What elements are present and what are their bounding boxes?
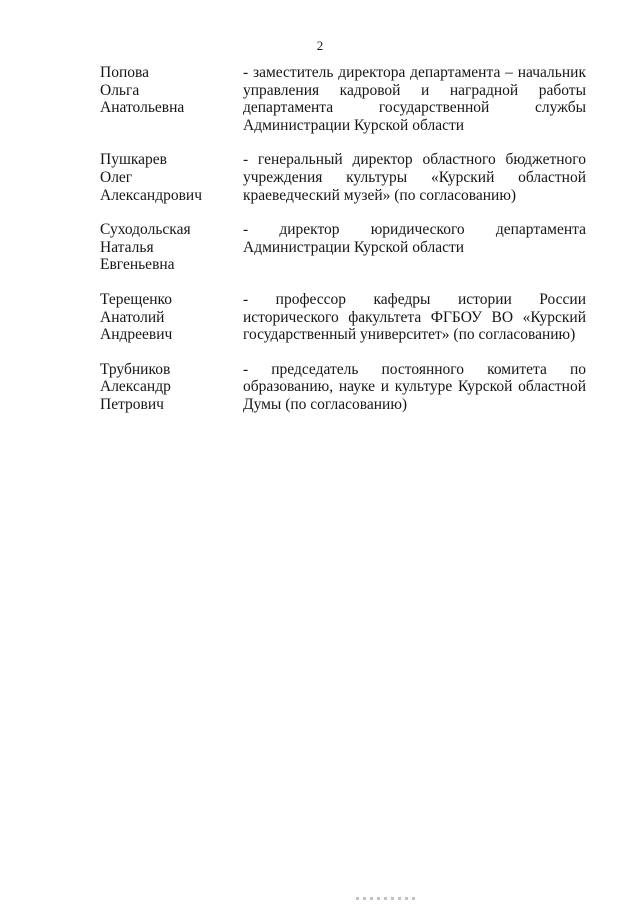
member-first-name: Анатолий [100, 308, 165, 326]
member-surname: Суходольская [100, 221, 191, 239]
member-entry [100, 64, 586, 134]
member-position: - председатель постоянного комитета по образованию, науке и культуре Курской областной Думы (по согласованию) [243, 360, 586, 413]
member-entry [100, 221, 586, 274]
member-name [100, 221, 243, 274]
member-patronymic: Петрович [100, 395, 164, 413]
member-position: - профессор кафедры истории России исторического факультета ФГБОУ ВО «Курский государственный университет» (по согласованию) [243, 290, 586, 344]
member-name [100, 64, 243, 117]
member-position: - директор юридического департамента Администрации Курской области [243, 221, 586, 256]
member-first-name: Олег [100, 168, 133, 186]
member-name [100, 291, 243, 344]
member-patronymic: Александрович [100, 186, 202, 204]
member-surname: Трубников [100, 360, 171, 378]
member-surname: Попова [100, 64, 149, 81]
member-entry [100, 291, 586, 344]
member-first-name: Наталья [100, 238, 154, 256]
scan-artifact-mark [356, 897, 416, 900]
member-patronymic: Евгеньевна [100, 256, 175, 274]
member-first-name: Александр [100, 378, 171, 396]
member-entry [100, 361, 586, 414]
member-list [100, 64, 586, 414]
member-position: - заместитель директора департамента – начальник управления кадровой и наградной работы департамента государственной службы Администрации Курской области [243, 64, 586, 134]
member-patronymic: Андреевич [100, 326, 173, 344]
member-surname: Терещенко [100, 290, 172, 308]
member-position: - генеральный директор областного бюджетного учреждения культуры «Курский областной краеведческий музей» (по согласованию) [243, 151, 586, 204]
member-surname: Пушкарев [100, 151, 168, 169]
page-number: 2 [316, 38, 324, 53]
member-patronymic: Анатольевна [100, 99, 185, 117]
member-entry [100, 151, 586, 204]
member-name [100, 361, 243, 414]
member-first-name: Ольга [100, 81, 140, 99]
member-name [100, 151, 243, 204]
